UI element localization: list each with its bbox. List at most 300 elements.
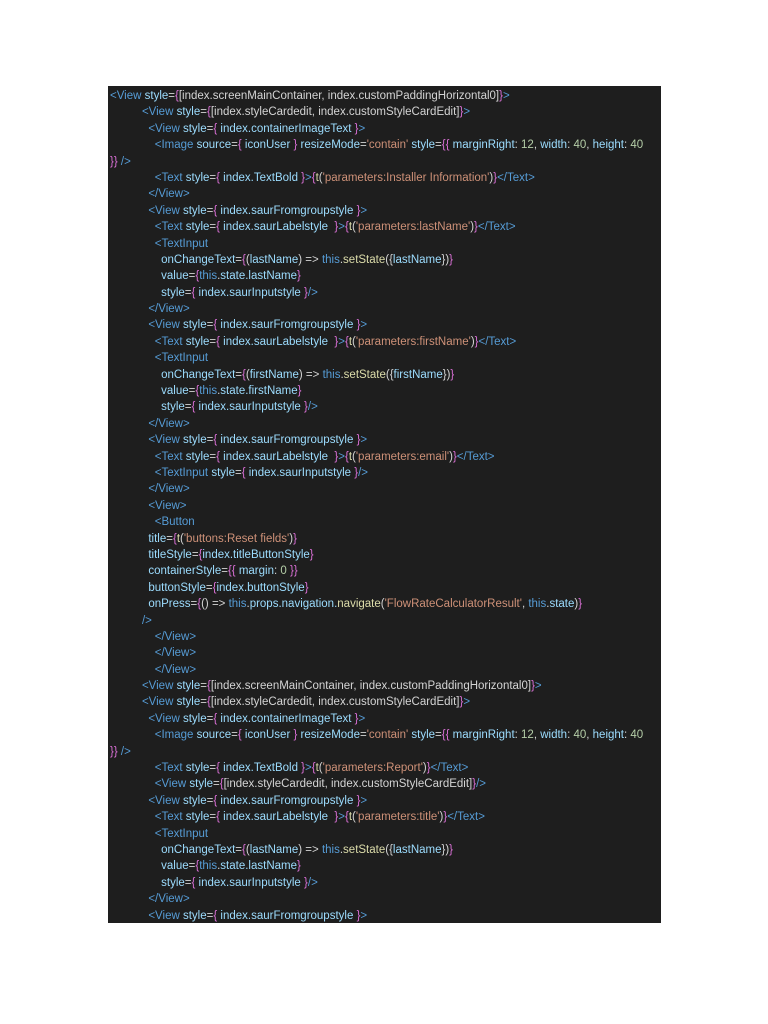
- code-line: [110, 465, 661, 481]
- code-token: }: [334, 335, 339, 348]
- code-token: =: [235, 843, 243, 856]
- code-line: [110, 809, 661, 825]
- code-token: style: [182, 319, 207, 332]
- code-token: }: [293, 139, 301, 152]
- code-token: [110, 483, 148, 495]
- code-token: {: [213, 794, 221, 807]
- code-token: >: [358, 712, 366, 725]
- code-token: ) =>: [298, 843, 322, 856]
- code-token: {: [213, 712, 221, 725]
- code-line: [110, 514, 661, 530]
- code-token: index.saurInputstyle: [248, 466, 355, 479]
- code-line: [110, 236, 661, 252]
- code-token: [110, 615, 142, 627]
- code-token: 'contain': [366, 139, 412, 152]
- code-token: =: [206, 909, 214, 922]
- code-token: ({: [385, 843, 393, 856]
- code-token: state: [549, 598, 575, 611]
- code-token: [110, 762, 155, 774]
- code-token: }: [356, 434, 361, 447]
- code-token: }: [578, 598, 583, 611]
- code-token: style: [182, 434, 207, 447]
- code-token: iconUser: [244, 729, 294, 742]
- code-token: titleStyle: [148, 548, 192, 561]
- code-token: style: [182, 909, 207, 922]
- code-token: >: [338, 221, 345, 234]
- code-token: }: [301, 171, 306, 184]
- code-line: [110, 285, 661, 301]
- code-token: <Text: [154, 171, 186, 184]
- code-token: {: [213, 319, 221, 332]
- code-token: }}: [286, 565, 298, 578]
- code-token: =: [168, 90, 176, 102]
- code-token: ,: [533, 139, 541, 152]
- code-token: [110, 910, 148, 922]
- code-line: [110, 596, 661, 612]
- code-token: t: [348, 335, 353, 348]
- code-token: =: [188, 270, 196, 283]
- code-token: >: [358, 122, 366, 135]
- code-token: }: [293, 532, 297, 545]
- code-token: =: [188, 860, 196, 873]
- code-token: resizeMode: [300, 729, 360, 742]
- code-token: [110, 696, 142, 708]
- code-token: =: [206, 122, 214, 135]
- code-line: [110, 711, 661, 727]
- code-token: [110, 565, 148, 577]
- code-token: firstName: [393, 368, 443, 381]
- code-token: {: [191, 401, 199, 414]
- code-token: }: [452, 450, 457, 463]
- code-token: setState: [343, 843, 386, 856]
- code-line: [110, 744, 661, 760]
- code-token: t: [348, 811, 353, 824]
- code-token: [110, 139, 155, 151]
- code-line: [110, 350, 661, 366]
- code-token: =: [435, 139, 442, 152]
- code-line: [110, 580, 661, 596]
- code-token: }: [356, 794, 361, 807]
- code-token: {: [219, 778, 224, 791]
- code-token: =: [206, 204, 214, 217]
- code-token: :: [567, 139, 574, 152]
- code-line: [110, 662, 661, 678]
- code-token: </Text>: [497, 171, 535, 184]
- code-token: =: [209, 171, 217, 184]
- code-token: [110, 516, 155, 528]
- code-token: t: [348, 450, 353, 463]
- code-token: ): [574, 598, 579, 611]
- code-token: =: [359, 139, 367, 152]
- code-token: lastName: [249, 253, 299, 266]
- code-token: {: [213, 122, 221, 135]
- code-token: this: [228, 598, 247, 611]
- code-token: [index.screenMainContainer, index.customPaddingHorizontal0]: [210, 680, 532, 693]
- code-token: style: [189, 778, 214, 791]
- code-token: =: [209, 811, 217, 824]
- code-token: {: [216, 171, 224, 184]
- code-token: />: [476, 778, 487, 791]
- code-token: >: [360, 319, 368, 332]
- code-line: [110, 301, 661, 317]
- code-token: (: [318, 171, 323, 184]
- code-token: marginRight: [452, 139, 515, 152]
- code-token: style: [182, 122, 207, 135]
- code-token: 'parameters:Report': [322, 762, 423, 775]
- code-token: ,: [521, 598, 529, 611]
- code-line: [110, 826, 661, 842]
- code-token: ): [470, 335, 475, 348]
- code-token: value: [161, 270, 189, 283]
- code-token: {: [216, 221, 224, 234]
- code-token: {: [242, 843, 246, 856]
- code-token: =: [200, 696, 207, 709]
- code-token: {: [191, 286, 199, 299]
- code-line: [110, 645, 661, 661]
- code-token: [110, 172, 155, 184]
- code-editor-panel: [108, 86, 661, 923]
- code-token: ,: [533, 729, 541, 742]
- code-token: =: [206, 434, 214, 447]
- code-line: [110, 629, 661, 645]
- code-token: {: [344, 335, 349, 348]
- code-token: {{: [227, 565, 239, 578]
- code-token: [110, 467, 155, 479]
- code-token: [110, 336, 155, 348]
- code-token: =: [234, 466, 242, 479]
- code-token: {: [344, 450, 349, 463]
- code-token: buttonStyle: [148, 581, 206, 594]
- code-token: 'buttons:Reset fields': [183, 532, 290, 545]
- code-token: [110, 828, 155, 840]
- code-token: }: [499, 90, 503, 102]
- code-token: ,: [586, 139, 593, 152]
- code-token: style: [161, 286, 185, 299]
- code-token: }: [472, 778, 477, 791]
- code-token: =: [235, 368, 243, 381]
- code-token: iconUser: [244, 139, 294, 152]
- code-token: {: [344, 811, 349, 824]
- code-token: <View: [154, 778, 190, 791]
- code-token: <TextInput: [154, 352, 209, 365]
- code-token: navigate: [337, 598, 381, 611]
- code-token: [110, 319, 148, 331]
- code-token: onChangeText: [161, 253, 236, 266]
- code-token: t: [348, 221, 353, 234]
- code-token: />: [307, 286, 318, 299]
- code-token: </View>: [148, 417, 190, 430]
- code-token: index.titleButtonStyle: [202, 548, 310, 561]
- code-line: [110, 186, 661, 202]
- code-token: style: [185, 450, 210, 463]
- code-token: [110, 418, 148, 430]
- code-token: style: [176, 680, 201, 693]
- code-token: .: [340, 368, 344, 381]
- code-token: onPress: [148, 598, 191, 611]
- code-token: <View: [141, 696, 177, 709]
- code-token: =: [359, 729, 367, 742]
- code-line: [110, 449, 661, 465]
- code-token: }: [354, 466, 359, 479]
- code-token: >: [360, 794, 368, 807]
- code-token: [index.styleCardedit, index.customStyleCardEdit]: [210, 696, 460, 709]
- code-token: <View: [148, 319, 183, 332]
- code-token: source: [196, 729, 232, 742]
- code-line: [110, 203, 661, 219]
- code-token: [110, 893, 148, 905]
- code-token: }: [304, 401, 308, 414]
- code-line: [110, 481, 661, 497]
- code-token: t: [315, 762, 319, 775]
- code-token: </Text>: [456, 450, 495, 463]
- code-token: </View>: [154, 663, 197, 676]
- code-token: =: [221, 565, 228, 578]
- code-token: 40: [573, 139, 587, 152]
- code-line: [110, 531, 661, 547]
- code-token: }: [459, 106, 464, 119]
- code-token: />: [117, 745, 131, 758]
- code-token: [110, 221, 155, 233]
- code-token: (: [352, 811, 356, 824]
- code-token: {: [175, 90, 179, 102]
- code-token: style: [182, 204, 207, 217]
- code-token: source: [196, 139, 232, 152]
- code-token: =: [209, 335, 217, 348]
- code-token: style: [185, 335, 210, 348]
- code-token: ): [470, 221, 475, 234]
- code-token: (: [352, 221, 356, 234]
- code-token: this: [528, 598, 547, 611]
- code-token: (: [245, 368, 250, 381]
- code-token: {: [213, 909, 221, 922]
- code-token: value: [161, 860, 189, 873]
- code-token: (: [380, 598, 385, 611]
- code-token: 12: [521, 729, 534, 742]
- code-token: 'parameters:Installer Information': [322, 171, 490, 184]
- code-line: [110, 317, 661, 333]
- code-token: <Text: [154, 762, 186, 775]
- code-token: }): [441, 843, 450, 856]
- code-token: onChangeText: [161, 368, 236, 381]
- code-token: >: [338, 335, 345, 348]
- code-token: .: [546, 598, 550, 611]
- code-token: [110, 811, 155, 823]
- code-token: =: [213, 778, 220, 791]
- code-token: state.firstName: [220, 385, 298, 398]
- code-token: style: [182, 794, 207, 807]
- code-token: </View>: [148, 188, 190, 201]
- code-token: [110, 631, 155, 643]
- code-token: index.saurFromgroupstyle: [220, 319, 357, 332]
- code-token: lastName: [392, 253, 442, 266]
- code-token: [110, 533, 148, 545]
- code-token: }: [450, 368, 455, 381]
- code-token: <View: [148, 712, 183, 725]
- code-token: <View: [148, 794, 183, 807]
- code-token: ) =>: [298, 368, 323, 381]
- code-token: style: [161, 401, 185, 414]
- code-token: {: [216, 762, 224, 775]
- code-token: {: [197, 598, 202, 611]
- code-token: [110, 680, 142, 692]
- code-token: [110, 549, 148, 561]
- code-token: <Image: [154, 729, 197, 742]
- code-token: }: [334, 811, 339, 824]
- code-line: [110, 875, 661, 891]
- code-token: width: [540, 729, 568, 742]
- code-token: resizeMode: [300, 139, 360, 152]
- code-token: .: [339, 253, 344, 266]
- code-line: [110, 104, 661, 120]
- code-line: [110, 121, 661, 137]
- code-token: containerStyle: [148, 565, 222, 578]
- code-token: =: [206, 794, 214, 807]
- code-token: style: [182, 712, 207, 725]
- code-line: [110, 842, 661, 858]
- code-token: index.saurInputstyle: [198, 401, 305, 414]
- code-line: [110, 793, 661, 809]
- code-token: }: [531, 680, 535, 693]
- code-token: () =>: [201, 598, 229, 611]
- code-token: <TextInput: [154, 237, 209, 250]
- code-token: =: [435, 729, 442, 742]
- code-token: </View>: [148, 303, 190, 316]
- code-token: }: [297, 270, 301, 283]
- code-token: 'FlowRateCalculatorResult': [384, 598, 522, 611]
- code-token: </View>: [154, 630, 197, 643]
- code-token: {: [206, 106, 211, 119]
- code-token: style: [185, 811, 210, 824]
- code-token: 40: [630, 139, 644, 152]
- code-token: =: [184, 286, 192, 299]
- code-token: ): [449, 450, 453, 463]
- code-token: <Image: [154, 139, 197, 152]
- code-token: >: [305, 171, 312, 184]
- code-token: (: [180, 532, 184, 545]
- code-token: marginRight: [452, 729, 515, 742]
- code-token: }: [356, 909, 361, 922]
- code-token: {: [212, 581, 217, 594]
- code-token: index.TextBold: [223, 171, 302, 184]
- code-token: <Text: [154, 335, 186, 348]
- code-token: {: [172, 532, 177, 545]
- code-token: }: [443, 811, 448, 824]
- code-token: style: [185, 171, 210, 184]
- code-token: index.TextBold: [223, 762, 302, 775]
- code-token: .: [217, 385, 221, 398]
- code-token: =: [188, 385, 196, 398]
- code-token: <Button: [154, 516, 195, 529]
- code-token: margin: [238, 565, 274, 578]
- code-token: {: [242, 253, 246, 266]
- code-token: lastName: [392, 843, 442, 856]
- code-token: [110, 795, 148, 807]
- code-token: }: [474, 221, 478, 234]
- code-token: =: [231, 139, 238, 152]
- code-token: setState: [343, 253, 386, 266]
- code-token: }}: [110, 745, 118, 758]
- code-token: ): [422, 762, 427, 775]
- code-token: [110, 860, 161, 872]
- code-token: =: [184, 876, 192, 889]
- code-token: style: [185, 762, 210, 775]
- code-token: [110, 238, 155, 250]
- code-token: <View: [148, 909, 183, 922]
- code-token: index.containerImageText: [220, 712, 355, 725]
- code-lines: [110, 88, 661, 923]
- code-token: {: [344, 221, 349, 234]
- code-token: </Text>: [447, 811, 485, 824]
- code-token: }}: [110, 155, 118, 168]
- code-token: }: [297, 385, 302, 398]
- code-line: [110, 137, 661, 153]
- code-token: :: [514, 139, 522, 152]
- code-token: <Text: [154, 221, 186, 234]
- code-token: [110, 287, 161, 299]
- code-token: <TextInput: [154, 827, 209, 840]
- code-token: t: [176, 532, 181, 545]
- code-token: index.saurLabelstyle: [223, 450, 335, 463]
- code-token: }: [493, 171, 498, 184]
- code-line: [110, 547, 661, 563]
- code-token: value: [161, 385, 189, 398]
- code-token: 0: [280, 565, 287, 578]
- code-token: {: [216, 335, 224, 348]
- code-token: index.saurFromgroupstyle: [220, 794, 357, 807]
- code-token: 40: [630, 729, 644, 742]
- code-line: [110, 498, 661, 514]
- code-token: [110, 123, 148, 135]
- code-token: [110, 401, 161, 413]
- code-token: [110, 352, 155, 364]
- code-line: [110, 613, 661, 629]
- code-token: >: [360, 204, 368, 217]
- code-token: }: [459, 696, 464, 709]
- code-token: [110, 664, 155, 676]
- code-token: {: [195, 860, 200, 873]
- code-token: >: [463, 106, 471, 119]
- code-token: index.saurInputstyle: [198, 876, 305, 889]
- code-token: {: [237, 729, 245, 742]
- code-token: }: [334, 221, 339, 234]
- code-token: }: [449, 253, 454, 266]
- code-token: >: [360, 434, 368, 447]
- code-token: {: [216, 811, 224, 824]
- code-token: }: [426, 762, 431, 775]
- code-token: }: [334, 450, 339, 463]
- code-token: height: [592, 139, 624, 152]
- code-token: {: [213, 204, 221, 217]
- code-token: />: [141, 614, 152, 627]
- code-token: .: [246, 598, 250, 611]
- code-line: [110, 432, 661, 448]
- code-token: style: [411, 729, 436, 742]
- code-token: title: [148, 532, 167, 545]
- code-token: index.buttonStyle: [216, 581, 305, 594]
- code-token: =: [200, 106, 207, 119]
- code-line: [110, 268, 661, 284]
- code-token: =: [166, 532, 173, 545]
- code-line: [110, 252, 661, 268]
- code-token: =: [206, 712, 214, 725]
- code-token: this: [199, 270, 218, 283]
- code-token: =: [209, 221, 217, 234]
- code-token: }: [356, 204, 361, 217]
- code-token: }: [356, 319, 361, 332]
- code-token: >: [534, 680, 542, 693]
- code-token: {: [241, 466, 249, 479]
- code-token: {: [195, 270, 200, 283]
